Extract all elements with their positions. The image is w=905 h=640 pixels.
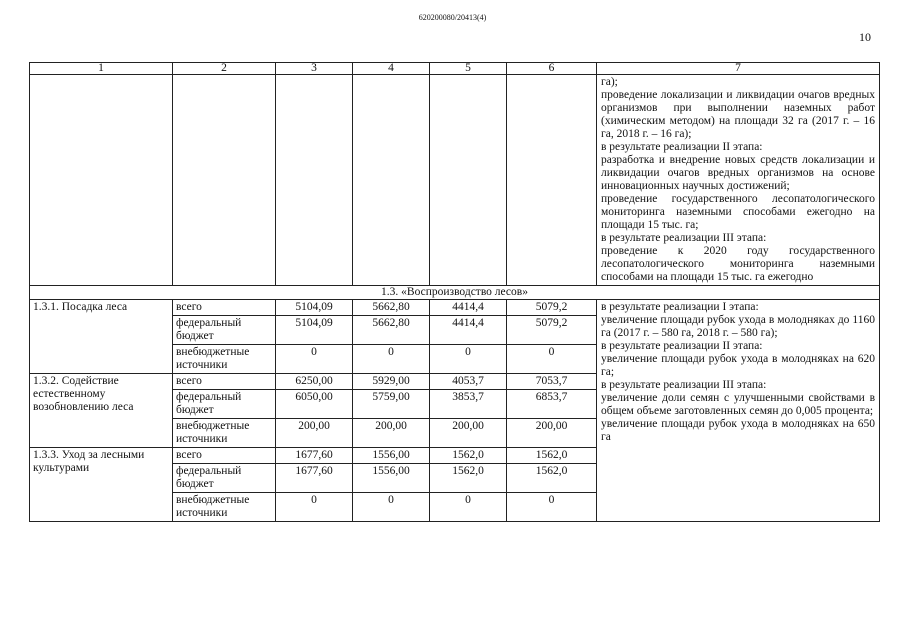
column-header-4: 4	[353, 63, 430, 75]
value-col4: 5662,80	[353, 316, 430, 345]
section-title: 1.3. «Воспроизводство лесов»	[30, 286, 880, 300]
value-col5: 1562,0	[430, 448, 507, 464]
goal-line: в результате реализации III этапа:	[601, 232, 767, 244]
value-col6: 0	[507, 345, 597, 374]
funding-source: федеральный бюджет	[173, 464, 276, 493]
empty-cell	[173, 75, 276, 286]
measure-name: 1.3.1. Посадка леса	[30, 300, 173, 374]
funding-source: внебюджетные источники	[173, 493, 276, 522]
continuation-row	[30, 75, 880, 286]
table-row	[30, 300, 880, 316]
value-col5: 4414,4	[430, 316, 507, 345]
goal-line: проведение государственного лесопатологического мониторинга наземными способами ежегодно на площади 15 тыс. га;	[601, 193, 875, 231]
document-id: 620200080/20413(4)	[418, 13, 487, 22]
value-col3: 6250,00	[276, 374, 353, 390]
column-header-7: 7	[597, 63, 880, 75]
program-table	[29, 62, 880, 522]
value-col3: 1677,60	[276, 448, 353, 464]
empty-cell	[507, 75, 597, 286]
funding-source: внебюджетные источники	[173, 345, 276, 374]
value-col3: 5104,09	[276, 300, 353, 316]
value-col4: 5662,80	[353, 300, 430, 316]
value-col4: 1556,00	[353, 464, 430, 493]
value-col5: 0	[430, 493, 507, 522]
section-goals-cell	[597, 300, 880, 522]
funding-source: всего	[173, 374, 276, 390]
value-col5: 200,00	[430, 419, 507, 448]
empty-cell	[353, 75, 430, 286]
value-col6: 5079,2	[507, 316, 597, 345]
column-header-1: 1	[30, 63, 173, 75]
value-col3: 1677,60	[276, 464, 353, 493]
value-col4: 1556,00	[353, 448, 430, 464]
goal-line: увеличение площади рубок ухода в молодняках до 1160 га (2017 г. – 580 га, 2018 г. – 580 га);	[601, 314, 875, 339]
funding-source: федеральный бюджет	[173, 390, 276, 419]
column-header-6: 6	[507, 63, 597, 75]
value-col5: 4053,7	[430, 374, 507, 390]
value-col6: 7053,7	[507, 374, 597, 390]
goal-line: проведение локализации и ликвидации очагов вредных организмов при выполнении наземных работ (химическим методом) на площади 32 га (2017 г. – 16 га, 2018 г. – 16 га);	[601, 89, 875, 140]
goal-line: в результате реализации II этапа:	[601, 340, 763, 352]
value-col5: 3853,7	[430, 390, 507, 419]
value-col4: 0	[353, 493, 430, 522]
funding-source: всего	[173, 448, 276, 464]
goal-line: увеличение площади рубок ухода в молодняках на 620 га;	[601, 353, 875, 378]
value-col3: 200,00	[276, 419, 353, 448]
value-col5: 1562,0	[430, 464, 507, 493]
value-col3: 5104,09	[276, 316, 353, 345]
section-heading-row	[30, 286, 880, 300]
goal-line: увеличение доли семян с улучшенными свойствами в общем объеме заготовленных семян до 0,005 процента;	[601, 392, 875, 417]
measure-name: 1.3.3. Уход за лесными культурами	[30, 448, 173, 522]
goal-line: разработка и внедрение новых средств локализации и ликвидации очагов вредных организмов на основе инновационных научных достижений;	[601, 154, 875, 192]
value-col5: 0	[430, 345, 507, 374]
value-col3: 0	[276, 493, 353, 522]
value-col6: 5079,2	[507, 300, 597, 316]
funding-source: внебюджетные источники	[173, 419, 276, 448]
empty-cell	[430, 75, 507, 286]
column-header-3: 3	[276, 63, 353, 75]
value-col3: 0	[276, 345, 353, 374]
goal-line: увеличение площади рубок ухода в молодняках на 650 га	[601, 418, 875, 443]
value-col5: 4414,4	[430, 300, 507, 316]
column-number-row	[30, 63, 880, 75]
value-col6: 200,00	[507, 419, 597, 448]
page-number: 10	[859, 30, 871, 44]
continuation-goals-cell	[597, 75, 880, 286]
value-col6: 1562,0	[507, 464, 597, 493]
value-col4: 5929,00	[353, 374, 430, 390]
value-col4: 0	[353, 345, 430, 374]
goal-line: проведение к 2020 году государственного лесопатологического мониторинга наземными способами на площади 15 тыс. га ежегодно	[601, 245, 875, 283]
value-col3: 6050,00	[276, 390, 353, 419]
value-col4: 200,00	[353, 419, 430, 448]
value-col6: 0	[507, 493, 597, 522]
funding-source: всего	[173, 300, 276, 316]
measure-name: 1.3.2. Содействие естественному возобновлению леса	[30, 374, 173, 448]
goal-line: в результате реализации III этапа:	[601, 379, 767, 391]
column-header-5: 5	[430, 63, 507, 75]
value-col6: 6853,7	[507, 390, 597, 419]
goal-line: в результате реализации II этапа:	[601, 141, 763, 153]
value-col6: 1562,0	[507, 448, 597, 464]
goal-line: в результате реализации I этапа:	[601, 301, 759, 313]
value-col4: 5759,00	[353, 390, 430, 419]
empty-cell	[30, 75, 173, 286]
funding-source: федеральный бюджет	[173, 316, 276, 345]
goal-line: га);	[601, 76, 618, 88]
empty-cell	[276, 75, 353, 286]
column-header-2: 2	[173, 63, 276, 75]
